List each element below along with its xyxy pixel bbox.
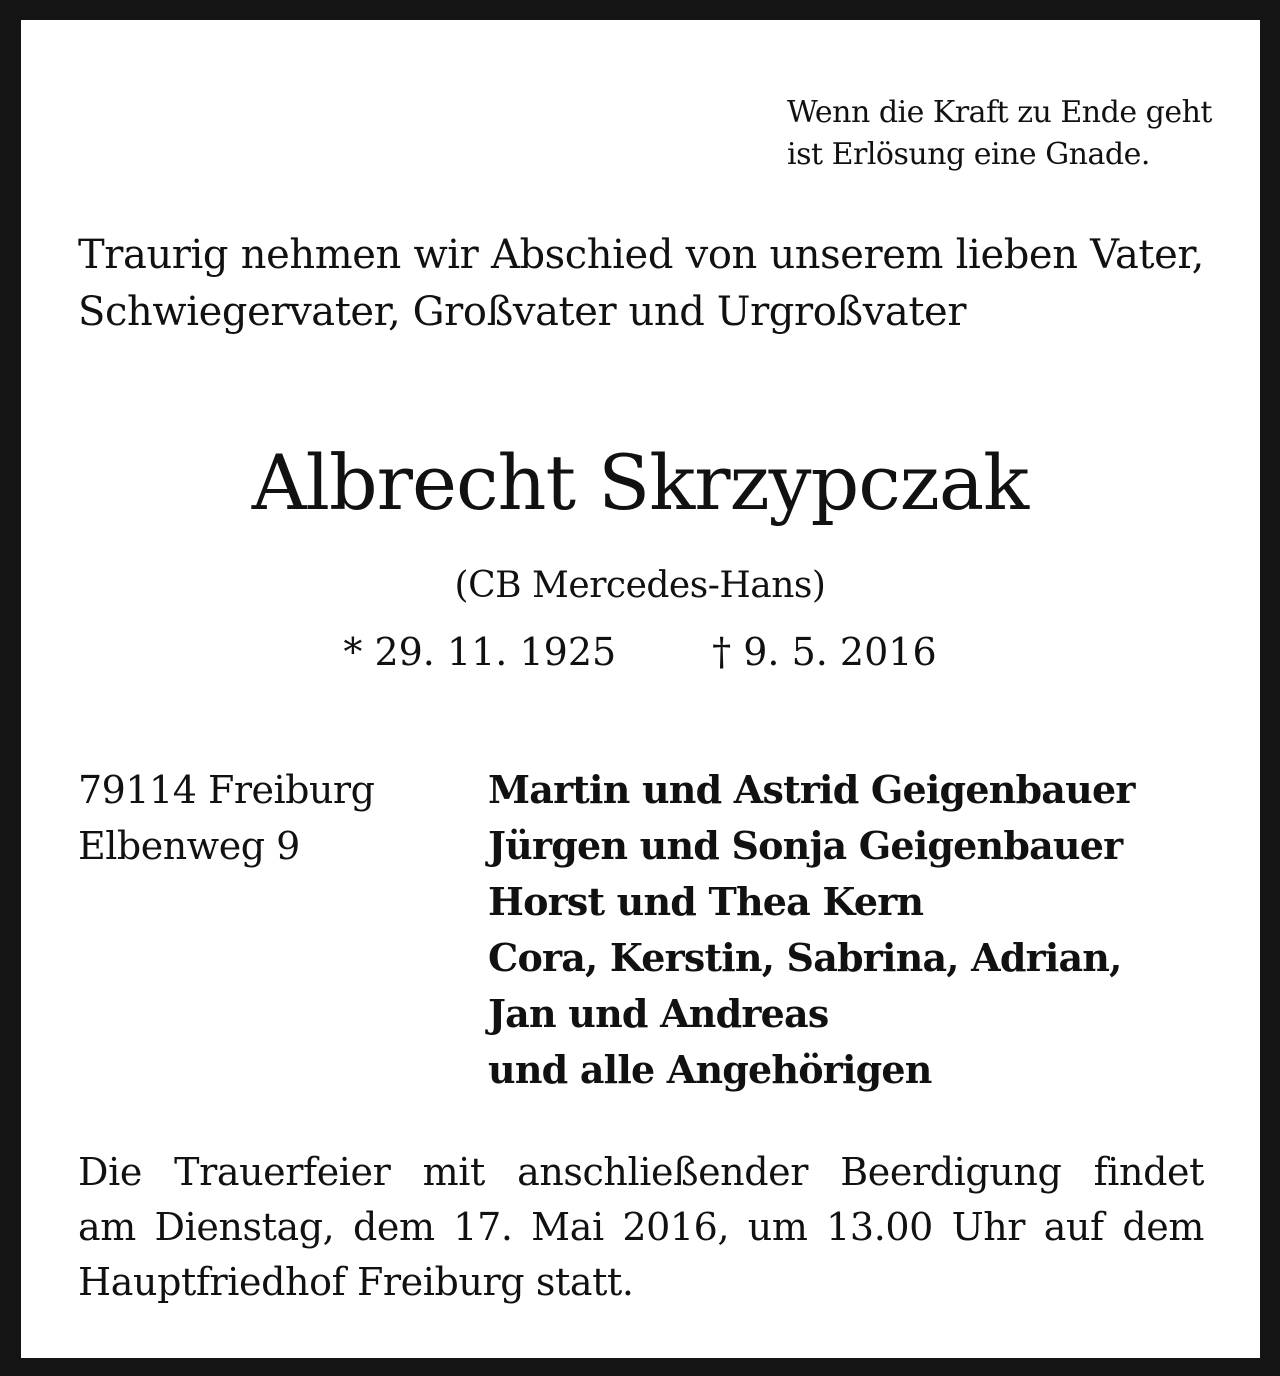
death-date: † 9. 5. 2016 — [712, 630, 937, 674]
motto-line: Wenn die Kraft zu Ende geht — [787, 95, 1212, 130]
life-dates — [0, 624, 1280, 680]
mourner-line: Jan und Andreas — [488, 991, 829, 1036]
deceased-name: Albrecht Skrzypczak — [251, 438, 1029, 527]
mourner-line: Jürgen und Sonja Geigenbauer — [488, 823, 1123, 868]
intro-line: Schwiegervater, Großvater und Urgroßvater — [78, 289, 967, 335]
funeral-line: Die Trauerfeier mit anschließender Beerdigung findet — [78, 1150, 1204, 1194]
address-line: Elbenweg 9 — [78, 824, 300, 868]
mourner-line: Cora, Kerstin, Sabrina, Adrian, — [488, 935, 1122, 980]
funeral-line: am Dienstag, dem 17. Mai 2016, um 13.00 Uhr auf dem — [78, 1205, 1204, 1249]
funeral-info — [78, 1145, 1204, 1310]
mourner-line: und alle Angehörigen — [488, 1047, 932, 1092]
funeral-line: Hauptfriedhof Freiburg statt. — [78, 1260, 634, 1304]
mourner-names — [488, 762, 1135, 1098]
deceased-nickname: (CB Mercedes-Hans) — [454, 565, 826, 606]
mourner-line: Horst und Thea Kern — [488, 879, 924, 924]
address-line: 79114 Freiburg — [78, 768, 375, 812]
motto-line: ist Erlösung eine Gnade. — [787, 137, 1150, 172]
intro-text — [78, 227, 1204, 341]
mourner-address — [78, 762, 374, 874]
intro-line: Traurig nehmen wir Abschied von unserem lieben Vater, — [78, 232, 1204, 278]
birth-date: * 29. 11. 1925 — [343, 630, 617, 674]
mourner-line: Martin und Astrid Geigenbauer — [488, 767, 1135, 812]
motto-quote — [787, 92, 1212, 176]
